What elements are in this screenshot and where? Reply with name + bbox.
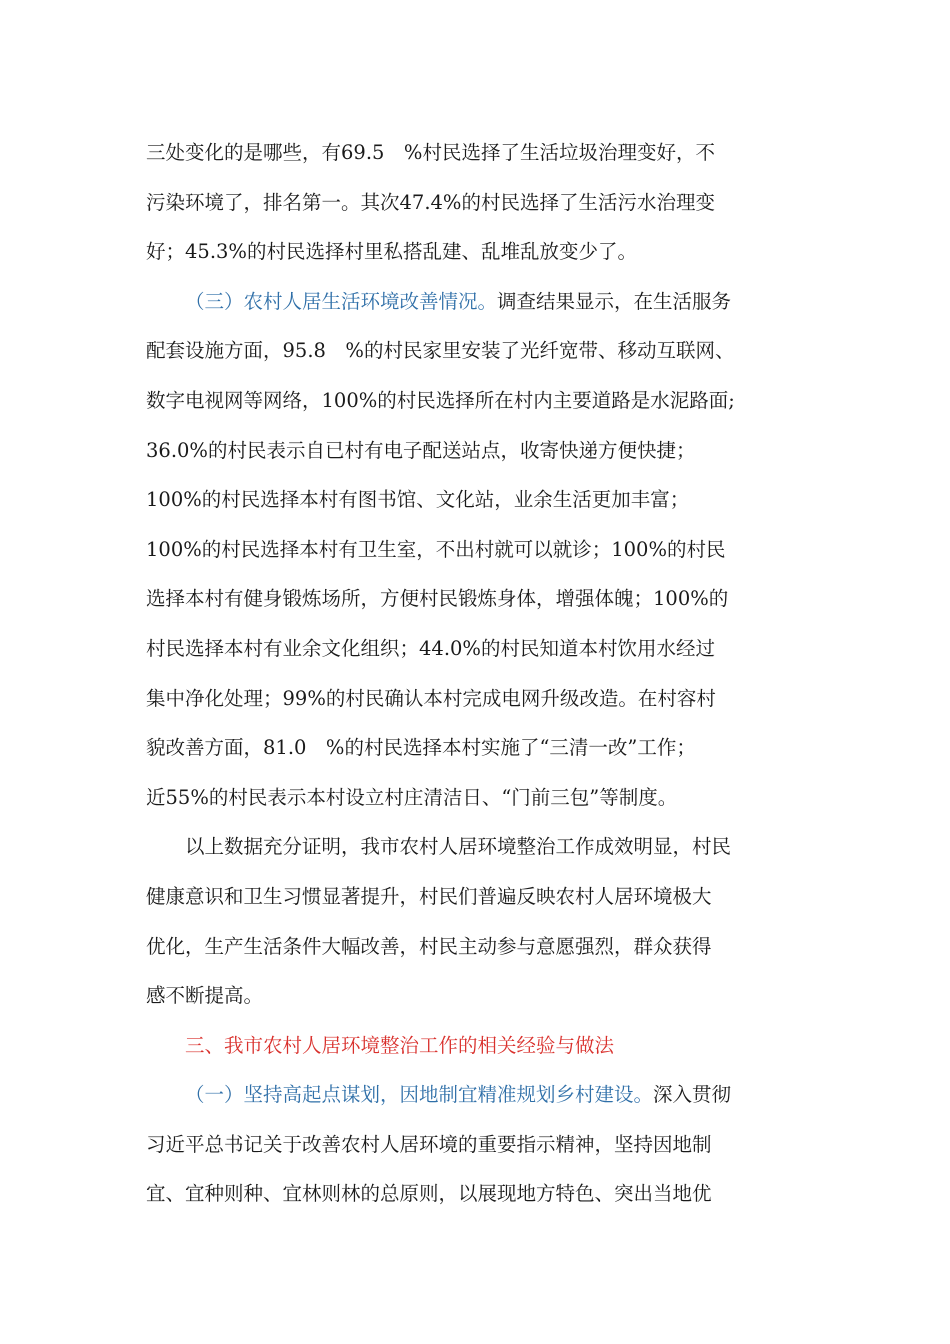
- paragraph-line: 宜、宜种则种、宜林则林的总原则，以展现地方特色、突出当地优: [146, 1182, 712, 1206]
- paragraph-line: 好；45.3%的村民选择村里私搭乱建、乱堆乱放变少了。: [146, 240, 637, 264]
- paragraph-line: 村民选择本村有业余文化组织；44.0%的村民知道本村饮用水经过: [146, 636, 715, 660]
- paragraph-line: 36.0%的村民表示自已村有电子配送站点，收寄快递方便快捷；: [146, 438, 696, 462]
- section-3-lead: 调查结果显示，在生活服务: [497, 289, 732, 313]
- paragraph-line: 貌改善方面，81.0 %的村民选择本村实施了“三清一改”工作；: [146, 736, 696, 760]
- paragraph-line: 数字电视网等网络，100%的村民选择所在村内主要道路是水泥路面;: [146, 388, 735, 412]
- subsection-1-heading: （一）坚持高起点谋划，因地制宜精准规划乡村建设。: [185, 1083, 654, 1107]
- document-page: [146, 128, 826, 1219]
- paragraph-line: 污染环境了，排名第一。其次47.4%的村民选择了生活污水治理变: [146, 190, 715, 214]
- summary-first-line: 以上数据充分证明，我市农村人居环境整治工作成效明显，村民: [185, 835, 732, 859]
- paragraph-line: 100%的村民选择本村有卫生室，不出村就可以就诊；100%的村民: [146, 537, 726, 561]
- paragraph-line: 集中净化处理；99%的村民确认本村完成电网升级改造。在村容村: [146, 686, 716, 710]
- paragraph-line: 近55%的村民表示本村设立村庄清洁日、“门前三包”等制度。: [146, 785, 678, 809]
- section-3-heading: （三）农村人居生活环境改善情况。: [185, 289, 498, 313]
- part-3-heading: 三、我市农村人居环境整治工作的相关经验与做法: [185, 1033, 615, 1057]
- paragraph-line: 优化，生产生活条件大幅改善，村民主动参与意愿强烈，群众获得: [146, 934, 712, 958]
- paragraph-line: 选择本村有健身锻炼场所，方便村民锻炼身体，增强体魄；100%的: [146, 587, 729, 611]
- subsection-1-first-line: [146, 1070, 826, 1120]
- section-3-first-line: [146, 277, 826, 327]
- paragraph-line: 配套设施方面，95.8 %的村民家里安装了光纤宽带、移动互联网、: [146, 339, 735, 363]
- paragraph-line: 健康意识和卫生习惯显著提升，村民们普遍反映农村人居环境极大: [146, 884, 712, 908]
- paragraph-line: 感不断提高。: [146, 984, 264, 1008]
- paragraph-line: 100%的村民选择本村有图书馆、文化站，业余生活更加丰富；: [146, 488, 690, 512]
- subsection-1-lead: 深入贯彻: [653, 1083, 732, 1107]
- paragraph-line: 习近平总书记关于改善农村人居环境的重要指示精神，坚持因地制: [146, 1132, 712, 1156]
- paragraph-line: 三处变化的是哪些，有69.5 %村民选择了生活垃圾治理变好，不: [146, 141, 715, 164]
